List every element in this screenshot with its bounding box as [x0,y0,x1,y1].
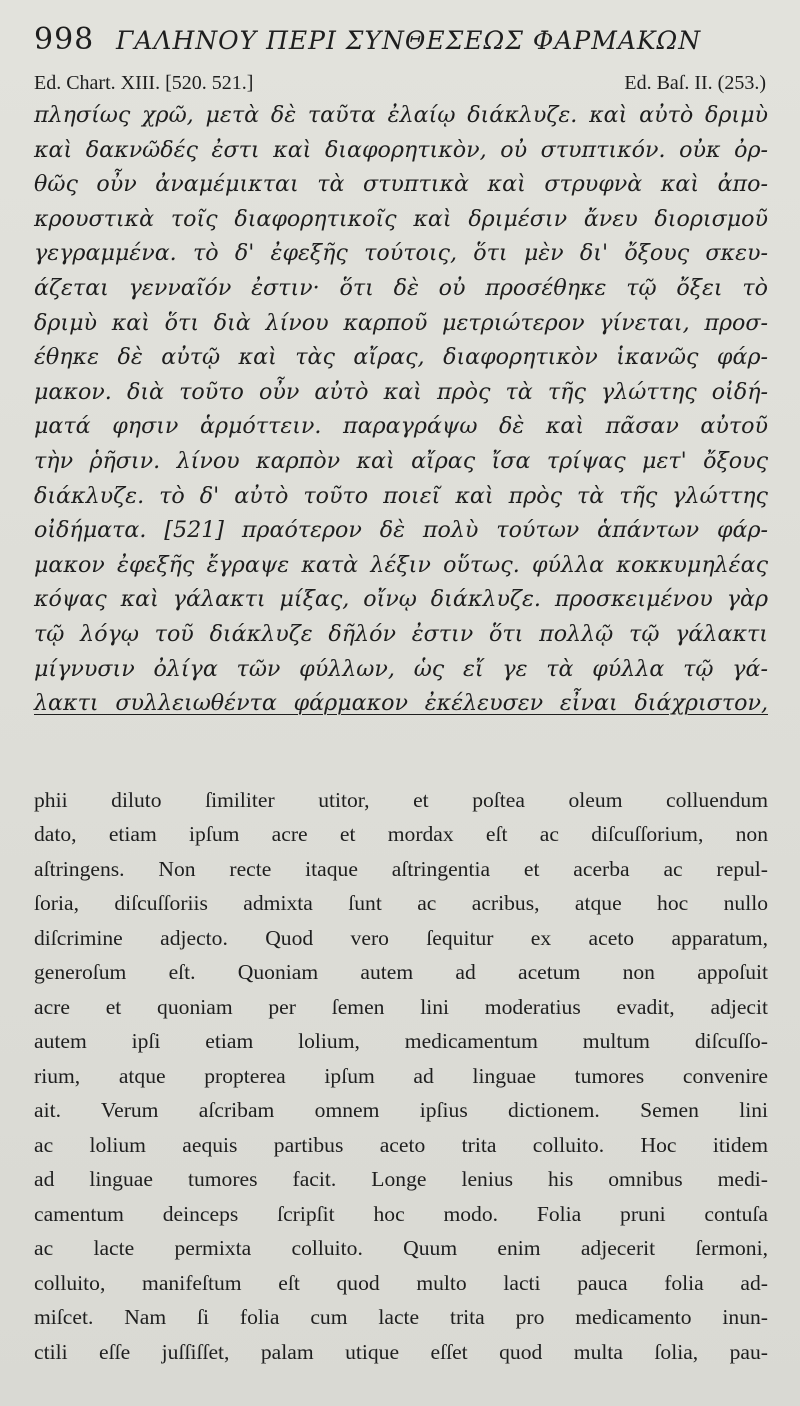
latin-text-line: ctili eſſe juſſiſſet, palam utique eſſet quod multa ſolia, pau- [34,1339,768,1364]
latin-text-line: camentum deinceps ſcripſit hoc modo. Folia pruni contuſa [34,1201,768,1226]
page-header [34,22,768,68]
latin-text-line: phii diluto ſimiliter utitor, et poſtea oleum colluendum [34,787,768,812]
latin-text-line: rium, atque propterea ipſum ad linguae tumores convenire [34,1063,768,1088]
greek-text-line: θῶς οὖν ἀναμέμικται τὰ στυπτικὰ καὶ στρυφνὰ καὶ ἀπο- [34,171,768,198]
greek-text-line: μίγνυσιν ὀλίγα τῶν φύλλων, ὡς εἴ γε τὰ φύλλα τῷ γά- [34,655,768,682]
latin-text-line: ſoria, diſcuſſoriis admixta ſunt ac acribus, atque hoc nullo [34,891,768,916]
latin-text-line: acre et quoniam per ſemen lini moderatius evadit, adjecit [34,994,768,1019]
latin-text-line: colluito, manifeſtum eſt quod multo lacti pauca folia ad- [34,1270,768,1295]
latin-text-line: diſcrimine adjecto. Quod vero ſequitur ex aceto apparatum, [34,925,768,950]
latin-text-block [34,783,768,1370]
greek-text-line: γεγραμμένα. τὸ δ' ἐφεξῆς τούτοις, ὅτι μὲν δι' ὄξους σκευ- [34,240,768,267]
latin-text-line: ac lacte permixta colluito. Quum enim adjecerit ſermoni, [34,1236,768,1261]
latin-text-line: ait. Verum aſcribam omnem ipſius dictionem. Semen lini [34,1098,768,1123]
edition-left: Ed. Chart. XIII. [520. 521.] [34,72,254,94]
greek-text-line: τῷ λόγῳ τοῦ διάκλυζε δῆλόν ἐστιν ὅτι πολλῷ τῷ γάλακτι [34,620,768,647]
greek-text-line: διάκλυζε. τὸ δ' αὐτὸ τοῦτο ποιεῖ καὶ πρὸς τὰ τῆς γλώττης [34,482,768,509]
greek-text-line: καὶ δακνῶδές ἐστι καὶ διαφορητικὸν, οὐ στυπτικόν. οὐκ ὀρ- [34,136,768,163]
greek-text-line: κόψας καὶ γάλακτι μίξας, οἴνῳ διάκλυζε. προσκειμένου γὰρ [34,586,768,613]
section-gap [34,721,768,781]
latin-text-line: ad linguae tumores facit. Longe lenius his omnibus medi- [34,1167,768,1192]
greek-text-line: ματά φησιν ἁρμόττειν. παραγράψω δὲ καὶ πᾶσαν αὐτοῦ [34,413,768,440]
greek-text-line: άζεται γενναῖόν ἐστιν· ὅτι δὲ οὐ προσέθηκε τῷ ὄξει τὸ [34,274,768,301]
page-number: 998 [34,22,95,57]
greek-text-line: κρουστικὰ τοῖς διαφορητικοῖς καὶ δριμέσιν ἄνευ διορισμοῦ [34,205,768,232]
latin-text-line: generoſum eſt. Quoniam autem ad acetum non appoſuit [34,960,768,985]
greek-text-line: μακον ἐφεξῆς ἔγραψε κατὰ λέξιν οὕτως. φύλλα κοκκυμηλέας [34,551,768,578]
greek-text-line: δριμὺ καὶ ὅτι διὰ λίνου καρποῦ μετριώτερον γίνεται, προσ- [34,309,768,336]
greek-text-line: οἰδήματα. [521] πραότερον δὲ πολὺ τούτων ἁπάντων φάρ- [34,517,768,544]
greek-text-block [34,98,768,721]
greek-text-line: μακον. διὰ τοῦτο οὖν αὐτὸ καὶ πρὸς τὰ τῆς γλώττης οἰδή- [34,378,768,405]
greek-text-line: λακτι συλλειωθέντα φάρμακον ἐκέλευσεν εἶναι διάχριστον, [34,690,768,717]
latin-text-line: ac lolium aequis partibus aceto trita colluito. Hoc itidem [34,1132,768,1157]
edition-reference [34,68,768,98]
greek-text-line: τὴν ῥῆσιν. λίνου καρπὸν καὶ αἴρας ἴσα τρίψας μετ' ὄξους [34,447,768,474]
greek-text-line: έθηκε δὲ αὐτῷ καὶ τὰς αἴρας, διαφορητικὸν ἱκανῶς φάρ- [34,344,768,371]
latin-text-line: autem ipſi etiam lolium, medicamentum multum diſcuſſo- [34,1029,768,1054]
latin-text-line: aſtringens. Non recte itaque aſtringentia et acerba ac repul- [34,856,768,881]
greek-text-line: πλησίως χρῶ, μετὰ δὲ ταῦτα ἐλαίῳ διάκλυζε. καὶ αὐτὸ δριμὺ [34,102,768,128]
latin-text-line: dato, etiam ipſum acre et mordax eſt ac diſcuſſorium, non [34,822,768,847]
running-title: ΓΑΛΗΝΟΥ ΠΕΡΙ ΣΥΝΘΕΣΕΩΣ ΦΑΡΜΑΚΩΝ [116,26,702,55]
latin-text-line: miſcet. Nam ſi folia cum lacte trita pro medicamento inun- [34,1305,768,1330]
edition-right: Ed. Baſ. II. (253.) [624,72,766,94]
